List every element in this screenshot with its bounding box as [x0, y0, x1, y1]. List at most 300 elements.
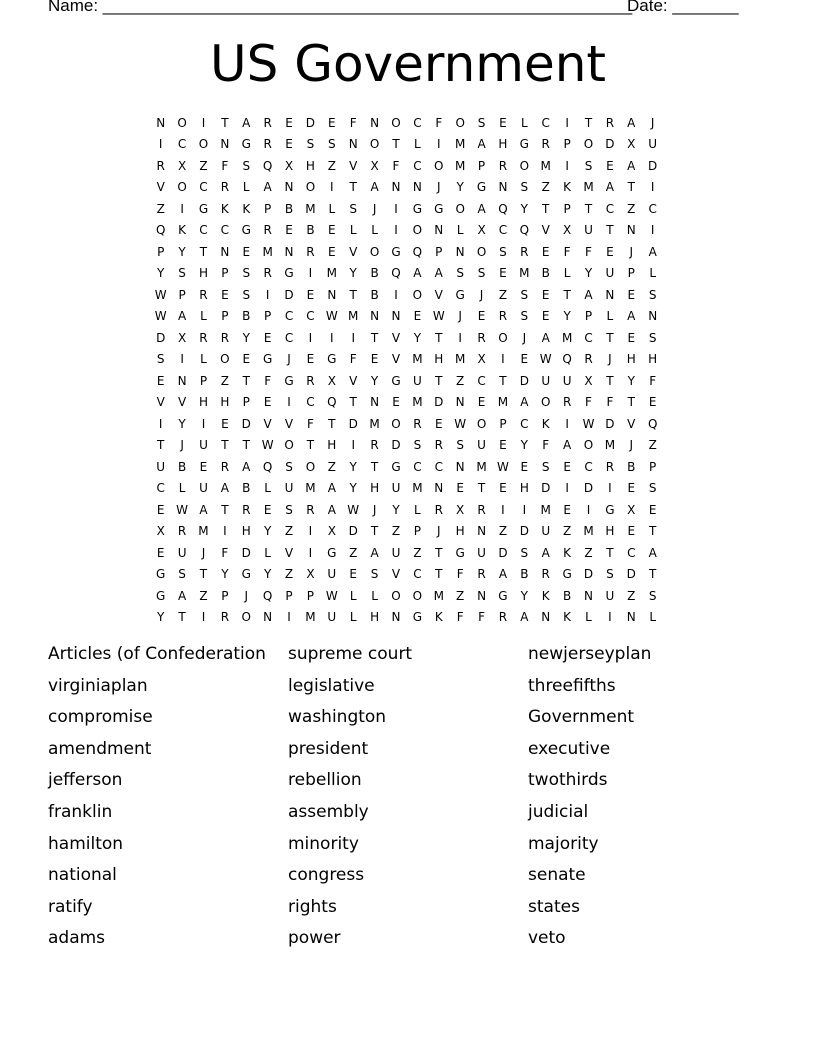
grid-letter: G [284, 373, 294, 388]
grid-letter: A [520, 610, 529, 625]
grid-letter: Z [349, 545, 358, 560]
grid-letter: R [370, 438, 379, 453]
grid-letter: T [606, 223, 614, 238]
grid-letter: Y [263, 567, 272, 582]
grid-row [150, 284, 663, 306]
grid-letter: M [540, 158, 551, 173]
grid-letter: N [370, 395, 380, 410]
grid-letter: T [649, 567, 657, 582]
grid-letter: A [242, 115, 251, 130]
grid-letter: C [284, 309, 294, 324]
grid-letter: X [306, 567, 315, 582]
grid-letter: T [178, 610, 186, 625]
grid-letter: P [264, 309, 272, 324]
grid-letter: K [563, 610, 572, 625]
grid-letter: U [391, 481, 401, 496]
grid-letter: T [627, 180, 635, 195]
grid-letter: E [563, 502, 571, 517]
grid-letter: I [565, 481, 569, 496]
grid-letter: C [306, 309, 315, 324]
grid-letter: C [648, 201, 657, 216]
grid-letter: J [458, 309, 462, 324]
grid-letter: Q [498, 201, 508, 216]
word-bank-item: Government [528, 707, 635, 728]
grid-letter: W [176, 502, 189, 517]
grid-letter: F [456, 567, 464, 582]
grid-letter: P [649, 459, 657, 474]
grid-letter: Q [391, 266, 401, 281]
grid-letter: E [499, 266, 507, 281]
grid-letter: P [499, 416, 507, 431]
grid-letter: Z [413, 545, 422, 560]
word-bank-item: executive [528, 738, 611, 759]
grid-letter: Y [263, 524, 272, 539]
grid-letter: E [541, 244, 550, 259]
grid-letter: M [348, 309, 359, 324]
grid-letter: E [627, 330, 636, 345]
grid-letter: I [565, 416, 569, 431]
grid-letter: G [391, 244, 401, 259]
grid-letter: F [392, 158, 400, 173]
grid-letter: M [561, 330, 573, 345]
grid-letter: D [583, 567, 594, 582]
grid-letter: A [605, 180, 614, 195]
grid-letter: A [177, 309, 187, 324]
word-bank-item: adams [48, 928, 106, 949]
grid-letter: T [306, 438, 315, 453]
grid-letter: I [201, 610, 206, 625]
grid-letter: P [178, 287, 186, 302]
grid-letter: G [284, 266, 294, 281]
grid-letter: E [499, 481, 507, 496]
grid-row [150, 134, 663, 156]
grid-letter: Z [284, 567, 294, 582]
grid-letter: V [263, 416, 272, 431]
grid-letter: E [263, 395, 272, 410]
grid-letter: W [539, 352, 552, 367]
grid-letter: Z [584, 545, 593, 560]
word-bank-item: newjerseyplan [528, 644, 652, 664]
page-title: US Government [209, 35, 607, 93]
grid-letter: X [627, 502, 636, 517]
grid-letter: Q [262, 459, 273, 474]
grid-letter: U [156, 459, 166, 474]
name-field[interactable]: Name: ________________________________________________________ [48, 0, 633, 15]
grid-letter: V [349, 373, 358, 388]
grid-letter: T [435, 330, 443, 345]
grid-letter: U [562, 373, 572, 388]
grid-letter: O [305, 180, 316, 195]
grid-letter: D [241, 416, 251, 431]
grid-letter: M [433, 588, 444, 603]
grid-letter: D [541, 481, 551, 496]
grid-letter: P [285, 588, 293, 603]
grid-letter: E [477, 395, 486, 410]
date-field[interactable]: Date: _______ [627, 0, 739, 15]
grid-letter: S [328, 137, 336, 152]
grid-letter: T [221, 502, 229, 517]
grid-letter: P [242, 395, 250, 410]
word-bank-item: rebellion [288, 770, 362, 791]
grid-letter: E [392, 395, 400, 410]
grid-letter: S [242, 287, 251, 302]
grid-letter: C [413, 115, 422, 130]
grid-letter: Z [456, 588, 465, 603]
word-bank-item: power [288, 928, 341, 949]
grid-letter: Q [155, 223, 166, 238]
grid-letter: F [221, 545, 229, 560]
grid-letter: U [199, 438, 208, 453]
grid-letter: N [348, 137, 358, 152]
grid-letter: T [349, 180, 357, 195]
grid-letter: Q [519, 223, 530, 238]
grid-letter: I [158, 416, 163, 431]
grid-letter: C [413, 459, 422, 474]
grid-letter: O [412, 223, 423, 238]
grid-letter: O [177, 180, 187, 195]
grid-letter: N [177, 373, 187, 388]
grid-row [150, 112, 663, 134]
grid-letter: T [157, 438, 165, 453]
grid-letter: C [413, 158, 422, 173]
grid-letter: S [242, 266, 251, 281]
grid-letter: D [519, 373, 529, 388]
grid-letter: C [584, 459, 593, 474]
grid-letter: D [626, 567, 636, 582]
word-bank-item: legislative [288, 675, 375, 696]
grid-letter: L [414, 137, 421, 152]
grid-letter: Z [199, 588, 208, 603]
grid-letter: L [649, 610, 657, 625]
grid-letter: B [563, 588, 572, 603]
grid-letter: I [501, 502, 505, 517]
grid-letter: P [199, 373, 208, 388]
grid-letter: P [563, 137, 571, 152]
grid-letter: V [177, 395, 187, 410]
grid-letter: T [584, 115, 593, 130]
word-bank-column [48, 642, 288, 958]
grid-letter: R [220, 610, 230, 625]
grid-letter: H [605, 524, 615, 539]
grid-letter: E [263, 330, 272, 345]
grid-letter: T [221, 115, 229, 130]
grid-letter: R [220, 180, 230, 195]
grid-letter: F [264, 373, 272, 388]
grid-letter: H [198, 266, 208, 281]
grid-letter: I [437, 137, 441, 152]
grid-letter: O [241, 610, 251, 625]
grid-letter: O [434, 158, 444, 173]
grid-letter: I [351, 438, 355, 453]
grid-letter: Z [456, 373, 465, 388]
grid-letter: T [221, 438, 229, 453]
grid-letter: I [330, 180, 334, 195]
grid-letter: O [412, 588, 423, 603]
grid-letter: O [369, 244, 380, 259]
grid-letter: R [498, 610, 508, 625]
word-search-grid [150, 112, 663, 628]
grid-letter: Y [349, 459, 357, 474]
grid-letter: X [477, 352, 486, 367]
grid-letter: I [308, 545, 313, 560]
grid-letter: D [391, 438, 401, 453]
grid-letter: N [648, 309, 658, 324]
grid-letter: M [454, 137, 466, 152]
grid-letter: P [264, 201, 272, 216]
grid-letter: W [497, 459, 509, 474]
grid-letter: N [477, 524, 487, 539]
grid-letter: L [585, 610, 592, 625]
grid-letter: M [454, 158, 466, 173]
grid-letter: B [284, 201, 294, 216]
grid-letter: A [370, 180, 379, 195]
grid-letter: F [306, 416, 314, 431]
word-bank-item: majority [528, 833, 599, 854]
grid-letter: R [263, 137, 272, 152]
grid-letter: M [540, 502, 551, 517]
grid-letter: M [412, 481, 423, 496]
grid-letter: E [499, 115, 507, 130]
grid-letter: G [391, 373, 401, 388]
grid-letter: N [434, 481, 444, 496]
word-bank-item: hamilton [48, 833, 124, 854]
grid-letter: D [284, 287, 294, 302]
word-bank-column [288, 642, 528, 958]
grid-letter: R [434, 438, 443, 453]
grid-letter: G [455, 287, 465, 302]
grid-letter: G [519, 137, 529, 152]
grid-letter: R [541, 567, 550, 582]
grid-letter: X [327, 373, 336, 388]
grid-letter: B [177, 459, 187, 474]
grid-letter: R [177, 524, 187, 539]
grid-row [150, 607, 663, 629]
grid-letter: T [370, 524, 379, 539]
grid-letter: L [563, 266, 571, 281]
grid-letter: V [156, 180, 165, 195]
grid-letter: I [201, 115, 206, 130]
grid-letter: K [242, 201, 251, 216]
grid-letter: N [584, 588, 593, 603]
grid-letter: N [220, 244, 230, 259]
grid-letter: S [520, 180, 529, 195]
grid-letter: M [583, 180, 594, 195]
word-bank-column [528, 642, 768, 958]
grid-letter: X [563, 223, 572, 238]
grid-letter: S [648, 588, 657, 603]
grid-letter: V [541, 223, 550, 238]
grid-letter: A [563, 438, 572, 453]
grid-letter: E [627, 524, 636, 539]
grid-letter: S [520, 287, 529, 302]
grid-letter: N [477, 588, 487, 603]
grid-letter: M [604, 438, 616, 453]
grid-letter: C [498, 223, 508, 238]
grid-letter: R [520, 244, 529, 259]
grid-letter: E [328, 244, 336, 259]
grid-letter: E [199, 459, 208, 474]
grid-letter: R [498, 309, 508, 324]
grid-letter: M [497, 395, 509, 410]
grid-letter: G [412, 610, 423, 625]
grid-letter: W [432, 309, 445, 324]
grid-letter: R [562, 395, 572, 410]
grid-letter: L [264, 545, 271, 560]
grid-letter: E [328, 223, 336, 238]
grid-letter: R [477, 502, 486, 517]
grid-row [150, 521, 663, 543]
grid-letter: S [242, 158, 251, 173]
grid-letter: N [412, 180, 422, 195]
grid-letter: L [200, 352, 207, 367]
grid-letter: G [327, 352, 337, 367]
word-bank-item: supreme court [288, 644, 413, 664]
grid-letter: F [606, 395, 614, 410]
grid-letter: H [370, 610, 380, 625]
grid-letter: I [308, 524, 313, 539]
grid-letter: F [563, 244, 571, 259]
grid-letter: G [241, 137, 251, 152]
grid-letter: S [456, 438, 464, 453]
grid-letter: E [306, 287, 315, 302]
grid-letter: E [520, 459, 529, 474]
grid-letter: I [308, 330, 313, 345]
grid-letter: L [328, 201, 336, 216]
grid-letter: E [648, 395, 657, 410]
grid-letter: H [498, 137, 508, 152]
grid-letter: R [605, 115, 615, 130]
grid-letter: T [392, 137, 400, 152]
grid-letter: C [477, 373, 486, 388]
grid-letter: C [413, 567, 422, 582]
grid-letter: T [435, 373, 443, 388]
grid-letter: W [154, 287, 167, 302]
grid-letter: C [541, 115, 550, 130]
grid-letter: O [412, 287, 423, 302]
grid-letter: Y [157, 266, 165, 281]
grid-letter: Y [349, 481, 357, 496]
grid-letter: R [434, 502, 443, 517]
grid-letter: T [563, 287, 571, 302]
grid-letter: S [413, 438, 422, 453]
grid-letter: O [220, 352, 230, 367]
grid-letter: Z [627, 588, 636, 603]
grid-letter: Q [562, 352, 572, 367]
grid-letter: Y [221, 567, 229, 582]
grid-letter: S [178, 266, 186, 281]
grid-letter: T [499, 373, 507, 388]
word-bank-item: minority [288, 833, 359, 854]
grid-letter: L [178, 481, 186, 496]
grid-letter: P [221, 309, 229, 324]
grid-letter: K [541, 588, 550, 603]
grid-letter: U [177, 545, 187, 560]
grid-letter: J [244, 588, 249, 603]
grid-letter: K [434, 610, 443, 625]
grid-letter: T [649, 524, 657, 539]
grid-letter: U [477, 545, 486, 560]
grid-letter: Y [178, 244, 186, 259]
grid-letter: N [455, 459, 465, 474]
grid-letter: V [284, 416, 294, 431]
grid-row [150, 370, 663, 392]
grid-letter: T [584, 201, 593, 216]
grid-letter: Y [370, 373, 379, 388]
word-bank-item: amendment [48, 738, 152, 759]
grid-letter: V [156, 395, 165, 410]
grid-letter: O [583, 438, 594, 453]
grid-letter: X [177, 330, 187, 345]
grid-letter: I [394, 287, 398, 302]
grid-letter: Y [627, 373, 635, 388]
grid-letter: F [456, 610, 464, 625]
grid-letter: G [498, 588, 508, 603]
grid-letter: W [347, 502, 360, 517]
grid-letter: D [348, 524, 358, 539]
word-bank-item: Articles (of Confederation [48, 644, 266, 664]
grid-letter: F [349, 115, 357, 130]
grid-letter: S [156, 352, 165, 367]
grid-letter: I [608, 481, 612, 496]
grid-letter: Z [627, 201, 636, 216]
grid-letter: A [627, 309, 636, 324]
grid-letter: A [520, 395, 529, 410]
grid-letter: P [413, 524, 421, 539]
grid-letter: S [648, 330, 657, 345]
grid-letter: R [605, 459, 615, 474]
grid-letter: N [156, 115, 166, 130]
grid-letter: D [156, 330, 166, 345]
grid-letter: Z [199, 158, 208, 173]
grid-letter: N [370, 115, 380, 130]
grid-letter: W [261, 438, 274, 453]
grid-letter: T [328, 416, 336, 431]
grid-row [150, 542, 663, 564]
grid-letter: X [156, 524, 165, 539]
grid-letter: Y [157, 610, 165, 625]
grid-letter: V [434, 287, 443, 302]
grid-letter: Y [349, 266, 357, 281]
grid-letter: P [477, 158, 486, 173]
grid-letter: E [306, 352, 315, 367]
grid-letter: Z [220, 373, 229, 388]
grid-letter: E [285, 137, 293, 152]
grid-letter: R [498, 158, 508, 173]
grid-letter: M [583, 524, 594, 539]
grid-letter: L [371, 223, 378, 238]
grid-letter: C [605, 201, 615, 216]
grid-row [150, 306, 663, 328]
grid-letter: A [263, 180, 272, 195]
grid-letter: O [305, 459, 316, 474]
grid-letter: C [177, 137, 187, 152]
grid-letter: H [626, 352, 636, 367]
grid-row [150, 585, 663, 607]
grid-letter: L [264, 481, 271, 496]
grid-letter: S [606, 567, 614, 582]
grid-letter: U [412, 373, 422, 388]
grid-letter: I [458, 330, 462, 345]
grid-letter: H [370, 481, 380, 496]
grid-letter: R [306, 373, 315, 388]
grid-letter: J [437, 524, 441, 539]
grid-letter: A [627, 115, 636, 130]
grid-row [150, 349, 663, 371]
grid-letter: Y [456, 180, 464, 195]
grid-letter: N [434, 223, 444, 238]
grid-letter: V [391, 352, 401, 367]
grid-letter: S [499, 244, 507, 259]
